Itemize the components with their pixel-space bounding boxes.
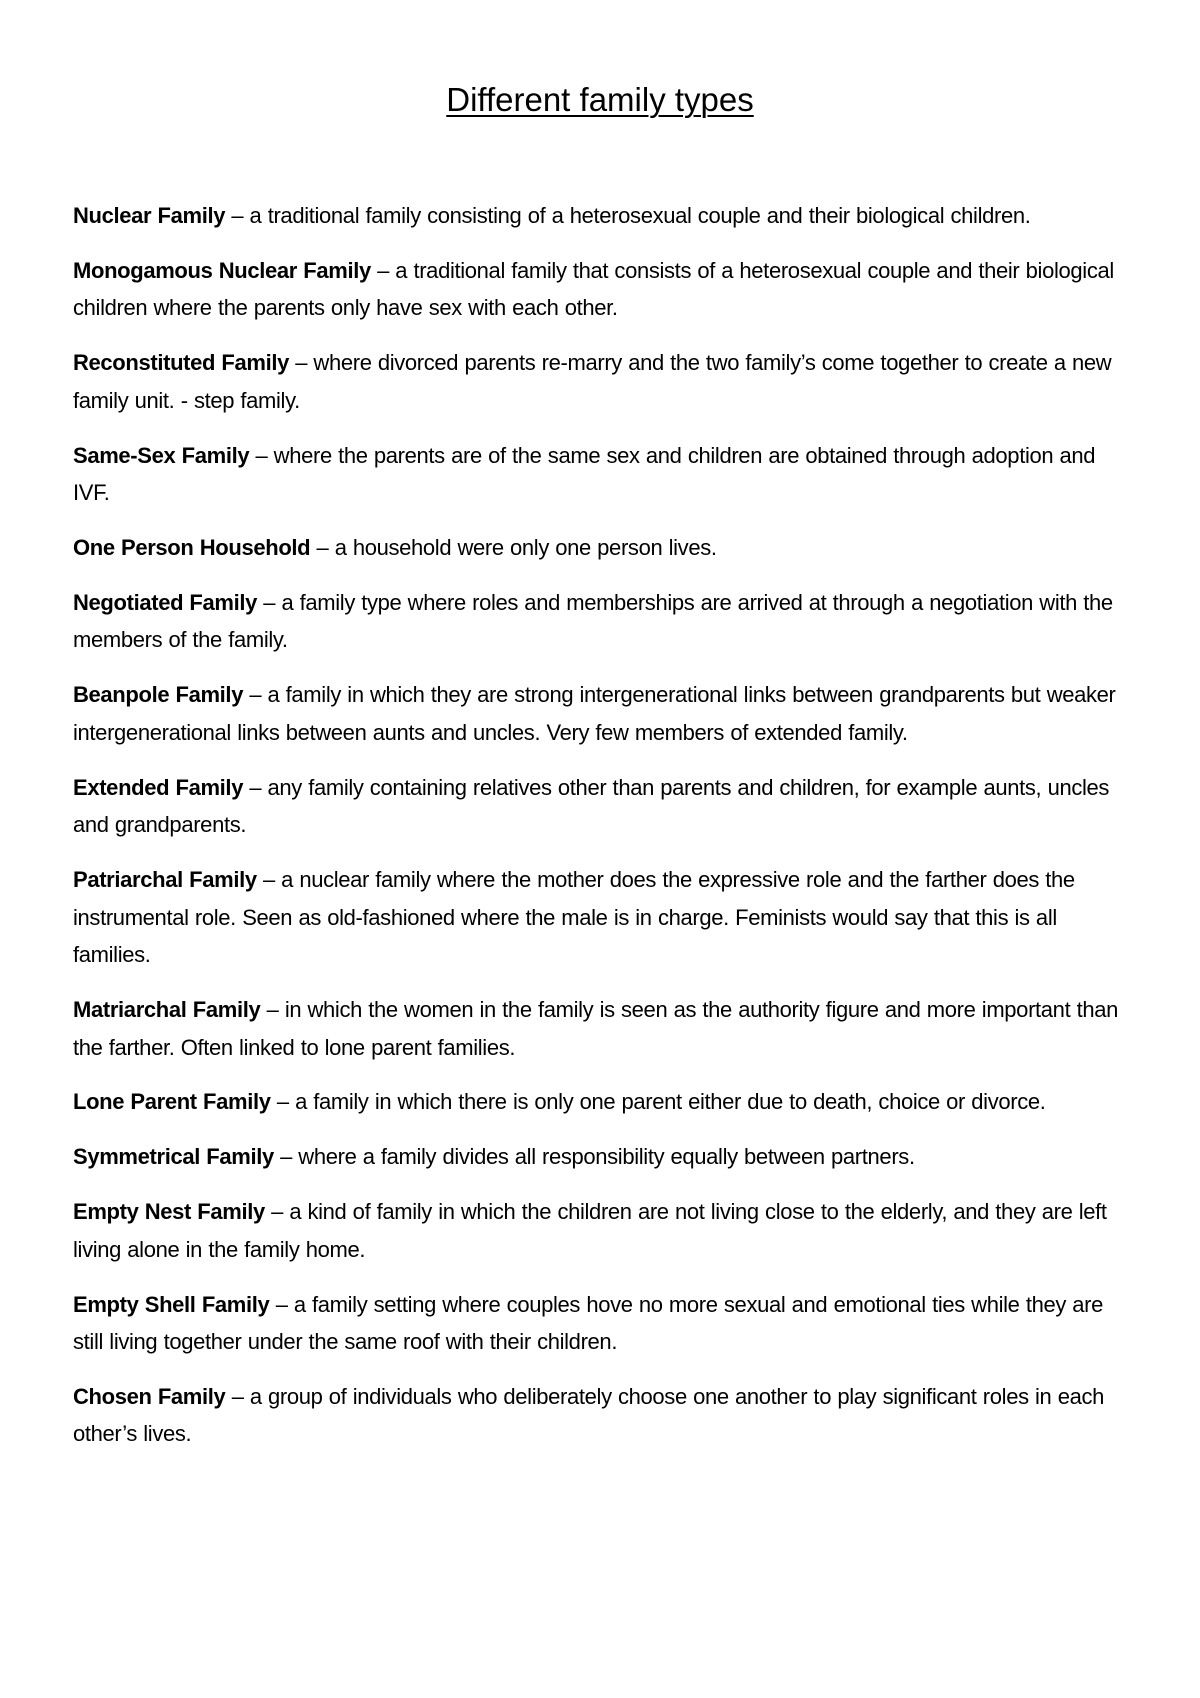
entry-definition: a household were only one person lives. <box>334 535 717 561</box>
entry-term: Lone Parent Family <box>73 1089 271 1115</box>
entry-term: Extended Family <box>73 774 244 800</box>
definition-entry <box>73 1286 1135 1361</box>
entry-separator: – <box>225 203 250 228</box>
entry-term: Monogamous Nuclear Family <box>73 257 371 283</box>
entry-definition: a kind of family in which the children are not living close to the elderly, and they are left living alone in the family home. <box>73 1199 1107 1262</box>
entry-separator: – <box>269 1291 294 1317</box>
definition-entry <box>73 252 1135 327</box>
entry-term: Chosen Family <box>73 1383 226 1409</box>
definition-entry <box>73 861 1135 974</box>
entry-definition: a family in which they are strong intergenerational links between grandparents but weaker intergenerational links between aunts and uncles. Very few members of extended family. <box>73 682 1116 745</box>
entry-separator: – <box>270 1089 296 1115</box>
entry-term: Matriarchal Family <box>73 997 261 1023</box>
entry-term: Empty Shell Family <box>73 1291 270 1317</box>
entry-term: Empty Nest Family <box>73 1199 265 1225</box>
entry-definition: a family in which there is only one parent either due to death, choice or divorce. <box>295 1089 1046 1115</box>
entry-definition: a traditional family that consists of a heterosexual couple and their biological children where the parents only have sex with each other. <box>73 257 1114 321</box>
definition-entry <box>73 584 1135 659</box>
definition-entry <box>73 197 1135 235</box>
entry-separator: – <box>288 350 314 376</box>
entry-term: Same-Sex Family <box>73 442 250 468</box>
entry-separator: – <box>257 589 282 615</box>
entry-separator: – <box>243 682 268 708</box>
entry-term: One Person Household <box>73 535 311 561</box>
entry-separator: – <box>273 1144 299 1170</box>
definition-entry <box>73 676 1135 751</box>
entry-term: Patriarchal Family <box>73 867 257 893</box>
entry-term: Beanpole Family <box>73 682 244 708</box>
definition-entry <box>73 344 1135 419</box>
entry-term: Negotiated Family <box>73 589 258 615</box>
entry-definition: where the parents are of the same sex and children are obtained through adoption and IVF. <box>73 442 1096 506</box>
definition-entry <box>73 1378 1135 1453</box>
page-title: Different family types <box>446 81 754 118</box>
entry-definition: where a family divides all responsibility equally between partners. <box>298 1144 915 1170</box>
definition-entry <box>73 1138 1135 1176</box>
entry-term: Symmetrical Family <box>73 1144 274 1170</box>
entry-separator: – <box>249 442 274 468</box>
entry-definition: a traditional family consisting of a heterosexual couple and their biological children. <box>249 203 1031 228</box>
definition-entry <box>73 437 1135 512</box>
entry-separator: – <box>370 257 396 283</box>
definition-list <box>73 197 1135 1470</box>
entry-definition: a nuclear family where the mother does the expressive role and the farther does the instrumental role. Seen as old-fashioned where the male is in charge. Feminists would say that this is all families. <box>73 867 1075 968</box>
entry-separator: – <box>264 1199 290 1225</box>
entry-definition: in which the women in the family is seen as the authority figure and more important than the farther. Often linked to lone parent families. <box>73 997 1119 1060</box>
definition-entry <box>73 1083 1135 1121</box>
entry-definition: any family containing relatives other than parents and children, for example aunts, uncles and grandparents. <box>73 774 1110 838</box>
entry-separator: – <box>310 535 335 561</box>
entry-term: Nuclear Family <box>73 203 226 228</box>
definition-entry <box>73 529 1135 567</box>
entry-separator: – <box>260 997 285 1023</box>
entry-definition: a family type where roles and memberships are arrived at through a negotiation with the members of the family. <box>73 589 1113 653</box>
entry-definition: a family setting where couples hove no more sexual and emotional ties while they are still living together under the same roof with their children. <box>73 1291 1104 1355</box>
entry-separator: – <box>243 774 268 800</box>
entry-definition: where divorced parents re-marry and the two family’s come together to create a new family unit. - step family. <box>73 350 1112 413</box>
entry-term: Reconstituted Family <box>73 350 289 376</box>
definition-entry <box>73 1193 1135 1268</box>
definition-entry <box>73 991 1135 1066</box>
entry-separator: – <box>225 1383 250 1409</box>
entry-separator: – <box>256 867 282 893</box>
entry-definition: a group of individuals who deliberately choose one another to play significant roles in each other’s lives. <box>73 1383 1104 1447</box>
definition-entry <box>73 769 1135 844</box>
